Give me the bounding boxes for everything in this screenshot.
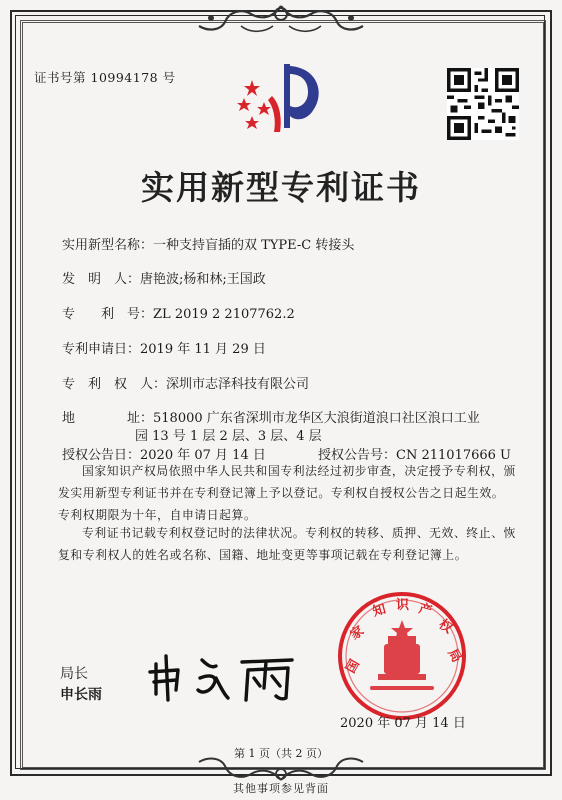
filing-date-label: 专利申请日： — [62, 342, 141, 357]
director-name: 申长雨 — [60, 687, 102, 703]
footer-note: 其他事项参见背面 — [233, 782, 329, 795]
patent-number-label: 专 利 号： — [62, 307, 154, 322]
legal-status-paragraph: 专利证书记载专利权登记时的法律状况。专利权的转移、质押、无效、终止、恢复和专利权人的姓名或名称、国籍、地址变更等事项记载在专利登记簿上。 — [58, 526, 516, 562]
patent-number-row — [62, 303, 295, 322]
qr-code-icon — [447, 68, 519, 140]
grant-date-label: 授权公告日： — [62, 448, 141, 463]
certificate-number-value: 10994178 — [90, 70, 159, 85]
address-row — [62, 407, 480, 426]
grant-number-value: CN 211017666 U — [396, 448, 512, 463]
patentee-row — [62, 373, 309, 392]
utility-model-name-row — [62, 234, 354, 253]
director-title: 局长 — [60, 666, 88, 682]
official-seal-icon — [336, 590, 468, 722]
svg-text:权: 权 — [435, 616, 455, 637]
svg-text:知: 知 — [371, 602, 388, 620]
utility-model-name-value: 一种支持盲插的双 TYPE-C 转接头 — [153, 238, 355, 253]
address-line-1: 518000 广东省深圳市龙华区大浪街道浪口社区浪口工业 — [153, 411, 480, 426]
top-ornament-icon — [181, 0, 381, 38]
certificate-title: 实用新型专利证书 — [141, 168, 421, 207]
filing-date-value: 2019 年 11 月 29 日 — [140, 342, 266, 357]
director-signature-icon — [142, 648, 302, 704]
address-label: 地 址： — [62, 411, 154, 426]
grant-number-label: 授权公告号： — [318, 448, 397, 463]
inventor-row — [62, 268, 266, 287]
patentee-value: 深圳市志泽科技有限公司 — [166, 377, 310, 392]
inventor-label: 发 明 人： — [62, 272, 141, 287]
seal-date: 2020 年 07 月 14 日 — [340, 716, 466, 731]
svg-text:家: 家 — [347, 623, 367, 644]
grant-date-value: 2020 年 07 月 14 日 — [140, 448, 266, 463]
address-line-2: 园 13 号 1 层 2 层、3 层、4 层 — [135, 429, 322, 444]
certificate-number-label: 证书号第 — [34, 70, 87, 85]
svg-text:识: 识 — [396, 598, 410, 613]
certificate-number — [34, 68, 176, 86]
svg-text:国: 国 — [343, 657, 363, 676]
utility-model-name-label: 实用新型名称： — [62, 238, 154, 253]
patentee-label: 专 利 权 人： — [62, 377, 167, 392]
inventor-value: 唐艳波;杨和林;王国政 — [140, 272, 266, 287]
filing-date-row — [62, 338, 266, 357]
grant-statement-paragraph: 国家知识产权局依照中华人民共和国专利法经过初步审查，决定授予专利权，颁发实用新型专利证书并在专利登记簿上予以登记。专利权自授权公告之日起生效。专利权期限为十年，自申请日起算。 — [58, 464, 516, 522]
svg-text:产: 产 — [416, 601, 434, 620]
patent-number-value: ZL 2019 2 2107762.2 — [153, 307, 295, 322]
page-number: 第 1 页（共 2 页） — [234, 747, 328, 760]
svg-text:局: 局 — [444, 646, 465, 666]
certificate-number-suffix: 号 — [162, 70, 176, 85]
cnipa-logo-icon — [234, 58, 330, 140]
